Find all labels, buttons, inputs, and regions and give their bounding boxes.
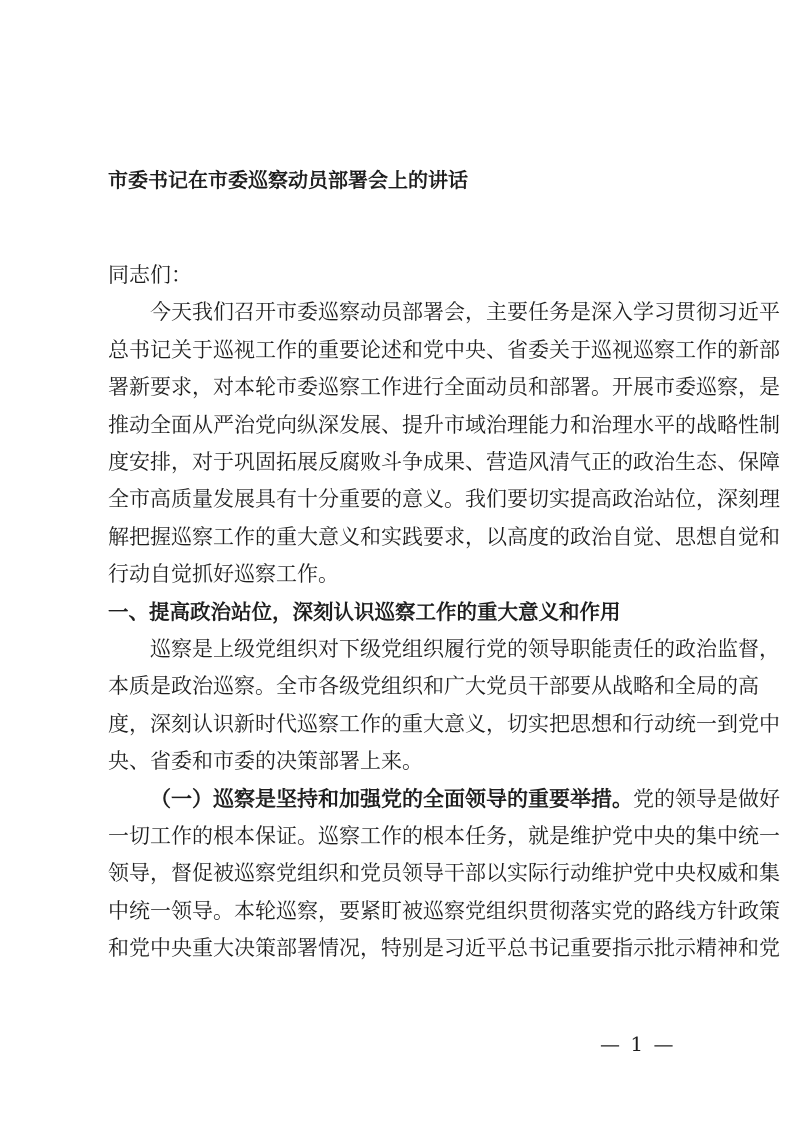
- text-line: 本质是政治巡察。全市各级党组织和广大党员干部要从战略和全局的高: [108, 674, 759, 699]
- text-line: 总书记关于巡视工作的重要论述和党中央、省委关于巡视巡察工作的新部: [108, 337, 780, 362]
- text-line: 度安排，对于巩固拓展反腐败斗争成果、营造风清气正的政治生态、保障: [108, 449, 780, 474]
- text-line: 全市高质量发展具有十分重要的意义。我们要切实提高政治站位，深刻理: [108, 487, 780, 512]
- text-line: 解把握巡察工作的重大意义和实践要求，以高度的政治自觉、思想自觉和: [108, 524, 780, 549]
- text-line: 巡察是上级党组织对下级党组织履行党的领导职能责任的政治监督，: [150, 636, 780, 661]
- subheading-text: （一）巡察是坚持和加强党的全面领导的重要举措。: [150, 786, 633, 812]
- text-line: 一切工作的根本保证。巡察工作的根本任务，就是维护党中央的集中统一: [108, 823, 780, 848]
- section-heading: 一、提高政治站位，深刻认识巡察工作的重大意义和作用: [108, 599, 621, 624]
- text-line: 署新要求，对本轮市委巡察工作进行全面动员和部署。开展市委巡察，是: [108, 375, 780, 400]
- text-line: 行动自觉抓好巡察工作。: [108, 562, 339, 587]
- text-line: 中统一领导。本轮巡察，要紧盯被巡察党组织贯彻落实党的路线方针政策: [108, 898, 780, 923]
- text-line: 度，深刻认识新时代巡察工作的重大意义，切实把思想和行动统一到党中: [108, 711, 780, 736]
- text-line: 推动全面从严治党向纵深发展、提升市域治理能力和治理水平的战略性制: [108, 412, 780, 437]
- document-title: 市委书记在市委巡察动员部署会上的讲话: [108, 168, 468, 192]
- text-line: 今天我们召开市委巡察动员部署会，主要任务是深入学习贯彻习近平: [150, 300, 780, 325]
- text-line: 领导，督促被巡察党组织和党员领导干部以实际行动维护党中央权威和集: [108, 861, 780, 886]
- text-line: [108, 780, 780, 817]
- line-text: 党的领导是做好: [633, 787, 780, 812]
- text-line: 央、省委和市委的决策部署上来。: [108, 749, 423, 774]
- document-body: [108, 257, 780, 967]
- page-number: — 1 —: [600, 1032, 676, 1056]
- text-line: 和党中央重大决策部署情况，特别是习近平总书记重要指示批示精神和党: [108, 936, 780, 961]
- text-line: 同志们：: [108, 263, 192, 287]
